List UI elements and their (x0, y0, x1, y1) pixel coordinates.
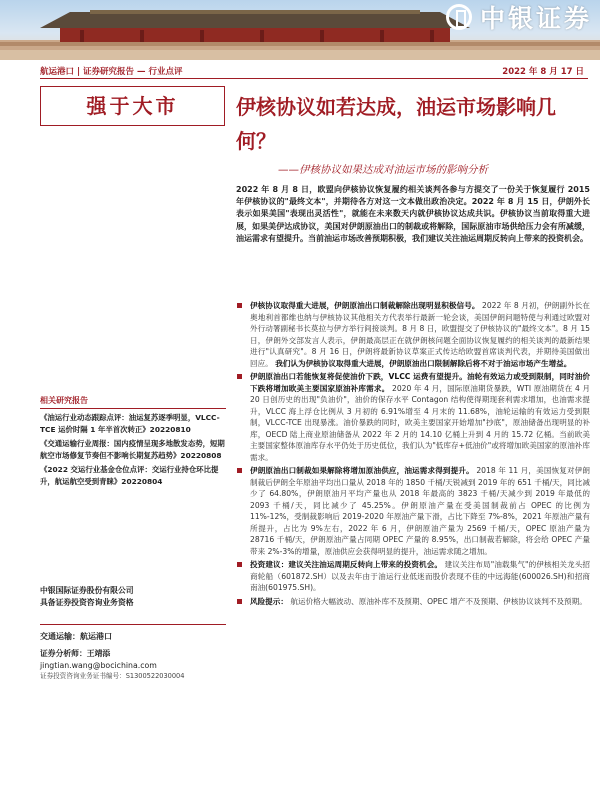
key-point (236, 300, 590, 369)
report-title: 伊核协议如若达成，油运市场影响几何？ (236, 95, 556, 153)
related-reports-list (40, 412, 226, 491)
key-point-lead: 伊朗原油出口若能恢复将促使油价下跌，VLCC 运费有望提升。油轮有效运力或受到限制，同时油价下跌将增加欧美主要国家原油补库需求。 (250, 372, 590, 393)
industry-label: 交通运输：航运港口 (40, 624, 226, 642)
logo-text: 中银证券 (479, 4, 592, 33)
bullet-square-icon (237, 468, 242, 473)
analyst-name: 证券分析师：王靖添 (40, 649, 111, 658)
analyst-email[interactable]: jingtian.wang@bocichina.com (40, 660, 157, 670)
intro-paragraph: 2022 年 8 月 8 日，欧盟向伊核协议恢复履约相关谈判各参与方提交了一份关于恢复履行 2015 年伊核协议的"最终文本"，并期待各方对这一文本做出政治决定。2022 年 8 月 15 日，伊朗外长表示如果美国"表现出灵活性"，就能在未来数天内就伊核协议达成共识。伊核协议当前取得重大进展，如果美伊达成协议，美国对伊朗原油出口的制裁或将解除，国际原油市场供给压力会有所减缓，油运需求有望提升。当前油运市场改善预期积极，我们建议关注油运周期反转向上带来的投资机会。 (236, 185, 590, 243)
key-point-lead: 伊核协议取得重大进展，伊朗原油出口制裁解除出现明显积极信号。 (250, 301, 480, 310)
company-info (40, 585, 226, 609)
key-point (236, 371, 590, 463)
related-reports-heading: 相关研究报告 (40, 395, 226, 409)
key-point-lead: 投资建议：建议关注油运周期反转向上带来的投资机会。 (250, 560, 443, 569)
key-point (236, 596, 590, 608)
key-point-body: 2022 年 8 月初，伊朗副外长在奥地利首都维也纳与伊核协议其他相关方代表举行最新一轮会谈，美国伊朗问题特使与利通过欧盟对外行动署副秘书长莫拉与伊方举行间接谈判。8 月 8 日，欧盟提交了伊核协议的"最终文本"。8 月 15 日，伊朗外交部发言人表示，伊朗最高层正在就伊朗核问题全面协议恢复履约的相关谈判的最新结果进行"认真研究"。8 月 16 日，伊朗将最新协议草案正式传达给欧盟首席谈判代表，并期待美国做出回应。 (250, 301, 590, 368)
bank-logo-icon (446, 4, 472, 30)
key-point (236, 559, 590, 594)
company-name: 中银国际证券股份有限公司 (40, 586, 134, 595)
analyst-info (40, 648, 226, 683)
analyst-certificate: 证券投资咨询业务证书编号：S1300522030004 (40, 672, 185, 680)
related-report-link[interactable]: 《油运行业动态跟踪点评：油运复苏逐季明显，VLCC-TCE 运价时隔 1 年半首次转正》20220810 (40, 413, 220, 434)
header-banner (0, 0, 600, 60)
company-license: 具备证券投资咨询业务资格 (40, 598, 134, 607)
key-point-body: 2018 年 11 月，美国恢复对伊朗制裁后伊朗全年原油平均出口量从 2018 年的 1850 千桶/天锐减到 2019 年的 651 千桶/天，同比减少了 64.80%，伊朗原油月平均产量也从 2018 年最高的 3823 千桶/天减少到 2019 年最低的 2093 千桶/天，同比减少了 45.25%。伊朗原油产量在受美国制裁前占 OPEC 的比例为 11%-12%，受制裁影响后 2019-2020 年原油产量下滑，占比下降至 7%-8%，2021 年原油产量有所提升，占比为 9%左右，2022 年 6 月，伊朗原油产量为 2569 千桶/天，OPEC 原油产量为 28716 千桶/天，伊朗原油产量占同期 OPEC 产量的 8.95%，出口制裁若解除，将会给 OPEC 产量带来 2%-3%的增量，原油供应会获得明显的提升，油运需求随之增加。 (250, 466, 590, 556)
key-points (236, 300, 590, 609)
breadcrumb: 航运港口 | 证券研究报告 — 行业点评 (40, 67, 183, 77)
bullet-square-icon (237, 599, 242, 604)
related-report-link[interactable]: 《交通运输行业周报：国内疫情呈现多地散发态势，短期航空市场修复节奏但不影响长期复苏趋势》20220808 (40, 439, 225, 460)
bullet-square-icon (237, 374, 242, 379)
key-point-body: 2020 年 4 月，国际原油期货暴跌，WTI 原油期货在 4 月 20 日创历史的出现"负油价"，油价的保存水平 Contagon 结构使得期现套利需求增加，也油需求提升，VLCC 海上浮仓比例从 3 月初的 6.91%增至 4 月末的 11.68%，油轮运输的有效运力受到限制，VLCC-TCE 出现暴涨。油价暴跌的同时，欧美主要国家开始增加"抄底"，原油储备出现明显的补库，OECD 陆上商业原油储备从 2022 年 2 月的 14.10 亿桶上升到 4 月的 15.72 亿桶。当前欧美主要国家整体原油库存水平仍处于历史低位，我们认为"低库存+低油价"或将增加欧美国家的原油补库需求。 (250, 383, 591, 462)
key-point-lead: 伊朗原油出口制裁如果解除将增加原油供应，油运需求得到提升。 (250, 466, 474, 475)
bullet-square-icon (237, 562, 242, 567)
key-point-lead: 风险提示： (250, 596, 288, 606)
company-logo (446, 2, 592, 32)
key-point-body: 建议关注布局"油载集气"的伊核相关龙头招商轮船（601872.SH）以及去年由于油运行业低迷而股价表现不佳的中远海能(600026.SH)和招商南油(601975.SH)。 (250, 560, 591, 592)
key-point-body: 航运价格大幅波动、原油补库不及预期、OPEC 增产不及预期、伊核协议谈判不及预期。 (290, 596, 587, 606)
rating-badge: 强于大市 (40, 86, 225, 126)
key-point (236, 465, 590, 557)
bullet-square-icon (237, 303, 242, 308)
key-point-tail: 我们认为伊核协议取得重大进展，伊朗原油出口限制解除后将不对于油运市场产生增益。 (275, 358, 572, 368)
related-report-link[interactable]: 《2022 交运行业基金仓位点评：交运行业持仓环比提升，航运航空受到青睐》20220804 (40, 465, 219, 486)
report-subtitle: ——伊核协议如果达成对油运市场的影响分析 (278, 164, 488, 176)
report-date: 2022 年 8 月 17 日 (502, 67, 584, 77)
report-meta-line (40, 62, 588, 79)
